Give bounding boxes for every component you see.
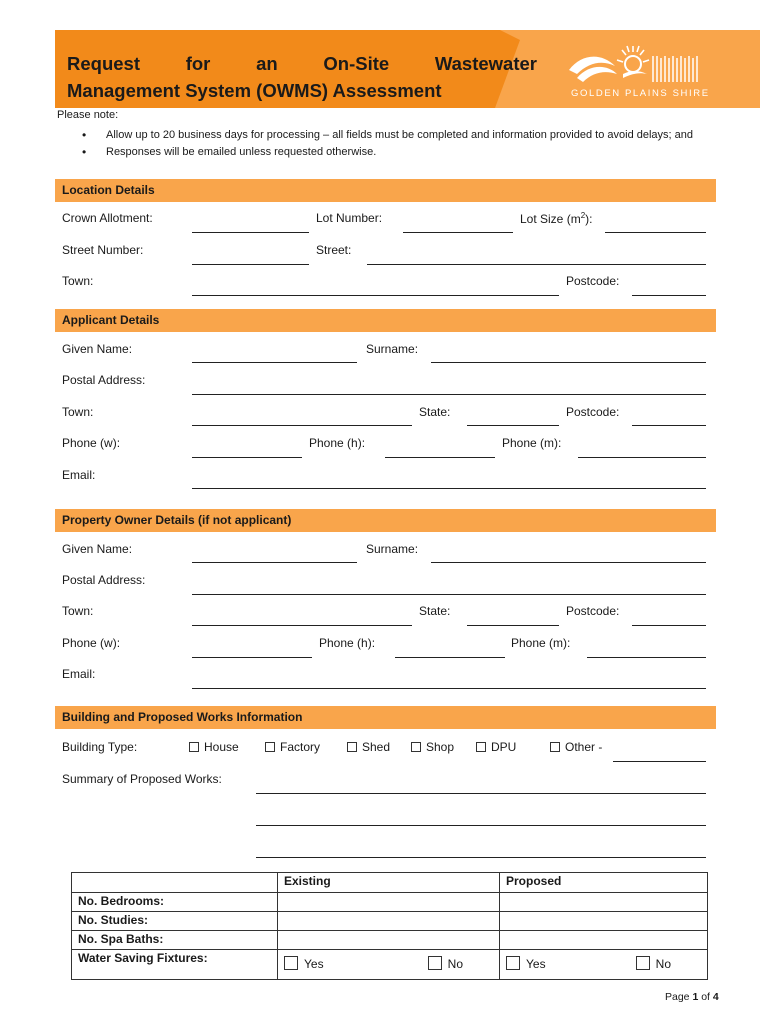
applicant-phone-m-field[interactable] [578,457,706,458]
golden-plains-shire-logo [567,44,710,102]
note-title: Please note: [57,109,119,121]
studies-existing-cell[interactable] [278,912,500,931]
applicant-postal-address-field[interactable] [192,394,706,395]
checkbox-icon [636,956,650,970]
summary-label: Summary of Proposed Works: [62,772,222,786]
owner-state-label: State: [419,604,451,618]
applicant-state-field[interactable] [467,425,559,426]
building-type-other-field[interactable] [613,761,706,762]
bedrooms-proposed-cell[interactable] [500,893,708,912]
row-label: No. Bedrooms: [72,893,278,912]
town-label: Town: [62,274,94,288]
owner-email-field[interactable] [192,688,706,689]
applicant-surname-label: Surname: [366,342,419,356]
applicant-phone-h-label: Phone (h): [309,436,366,450]
checkbox-icon [550,742,560,752]
checkbox-icon [284,956,298,970]
owner-postal-address-label: Postal Address: [62,573,146,587]
building-type-shop-checkbox[interactable]: Shop [411,740,454,754]
applicant-email-label: Email: [62,468,96,482]
building-type-shed-checkbox[interactable]: Shed [347,740,390,754]
summary-line-1[interactable] [256,793,706,794]
checkbox-icon [347,742,357,752]
applicant-town-field[interactable] [192,425,412,426]
street-number-field[interactable] [192,264,309,265]
owner-phone-m-field[interactable] [587,657,706,658]
lot-size-field[interactable] [605,232,706,233]
section-building-works: Building and Proposed Works Information [55,706,716,729]
applicant-state-label: State: [419,405,451,419]
lot-number-field[interactable] [403,232,513,233]
note-item: • Allow up to 20 business days for processing – all fields must be completed and information provided to avoid delays; and [78,127,718,144]
owner-phone-m-label: Phone (m): [511,636,571,650]
applicant-email-field[interactable] [192,488,706,489]
page-title: Request for an On-Site Wastewater Management System (OWMS) Assessment [67,53,537,101]
row-label: Water Saving Fixtures: [72,950,278,980]
section-applicant-details: Applicant Details [55,309,716,332]
table-row [72,950,708,980]
owner-postcode-label: Postcode: [566,604,620,618]
summary-line-2[interactable] [256,825,706,826]
applicant-surname-field[interactable] [431,362,706,363]
town-field[interactable] [192,295,559,296]
building-type-other-checkbox[interactable]: Other - [550,740,602,754]
checkbox-icon [506,956,520,970]
checkbox-icon [428,956,442,970]
building-type-house-checkbox[interactable]: House [189,740,239,754]
table-header-row [72,873,708,893]
postcode-field[interactable] [632,295,706,296]
owner-surname-field[interactable] [431,562,706,563]
owner-postcode-field[interactable] [632,625,706,626]
logo-text: GOLDEN PLAINS SHIRE [571,88,710,99]
lot-size-label: Lot Size $(m^2)$: [520,211,593,226]
note-item: • Responses will be emailed unless requested otherwise. [78,144,718,161]
note-list [78,127,718,161]
bedrooms-existing-cell[interactable] [278,893,500,912]
applicant-given-name-label: Given Name: [62,342,133,356]
checkbox-icon [265,742,275,752]
street-field[interactable] [367,264,706,265]
lot-number-label: Lot Number: [316,211,383,225]
column-existing: Existing [278,873,500,893]
spa-baths-proposed-cell[interactable] [500,931,708,950]
applicant-postcode-field[interactable] [632,425,706,426]
proposed-no-checkbox[interactable]: No [636,956,671,971]
owner-town-field[interactable] [192,625,412,626]
street-label: Street: [316,243,352,257]
applicant-phone-w-field[interactable] [192,457,302,458]
owner-phone-h-field[interactable] [395,657,505,658]
owner-town-label: Town: [62,604,94,618]
row-label: No. Studies: [72,912,278,931]
table-row [72,912,708,931]
page-number: Page 1 of 4 [665,991,719,1003]
building-type-label: Building Type: [62,740,138,754]
summary-line-3[interactable] [256,857,706,858]
column-proposed: Proposed [500,873,708,893]
owner-given-name-field[interactable] [192,562,357,563]
applicant-phone-w-label: Phone (w): [62,436,121,450]
existing-yes-checkbox[interactable]: Yes [284,956,324,971]
owner-given-name-label: Given Name: [62,542,133,556]
studies-proposed-cell[interactable] [500,912,708,931]
checkbox-icon [189,742,199,752]
crown-allotment-label: Crown Allotment: [62,211,153,225]
applicant-phone-h-field[interactable] [385,457,495,458]
section-property-owner-details: Property Owner Details (if not applicant) [55,509,716,532]
sun-logo-icon [567,44,707,88]
applicant-town-label: Town: [62,405,94,419]
owner-state-field[interactable] [467,625,559,626]
table-row [72,893,708,912]
crown-allotment-field[interactable] [192,232,309,233]
street-number-label: Street Number: [62,243,144,257]
owner-surname-label: Surname: [366,542,419,556]
building-type-dpu-checkbox[interactable]: DPU [476,740,516,754]
existing-no-checkbox[interactable]: No [428,956,463,971]
owner-phone-w-field[interactable] [192,657,312,658]
works-table [71,872,708,980]
applicant-given-name-field[interactable] [192,362,357,363]
section-location-details: Location Details [55,179,716,202]
postcode-label: Postcode: [566,274,620,288]
applicant-postcode-label: Postcode: [566,405,620,419]
owner-phone-h-label: Phone (h): [319,636,376,650]
owner-phone-w-label: Phone (w): [62,636,121,650]
row-label: No. Spa Baths: [72,931,278,950]
table-row [72,931,708,950]
header-banner [55,30,760,108]
building-type-factory-checkbox[interactable]: Factory [265,740,320,754]
proposed-yes-checkbox[interactable]: Yes [506,956,546,971]
owner-postal-address-field[interactable] [192,594,706,595]
owner-email-label: Email: [62,667,96,681]
checkbox-icon [476,742,486,752]
applicant-postal-address-label: Postal Address: [62,373,146,387]
checkbox-icon [411,742,421,752]
applicant-phone-m-label: Phone (m): [502,436,562,450]
spa-baths-existing-cell[interactable] [278,931,500,950]
